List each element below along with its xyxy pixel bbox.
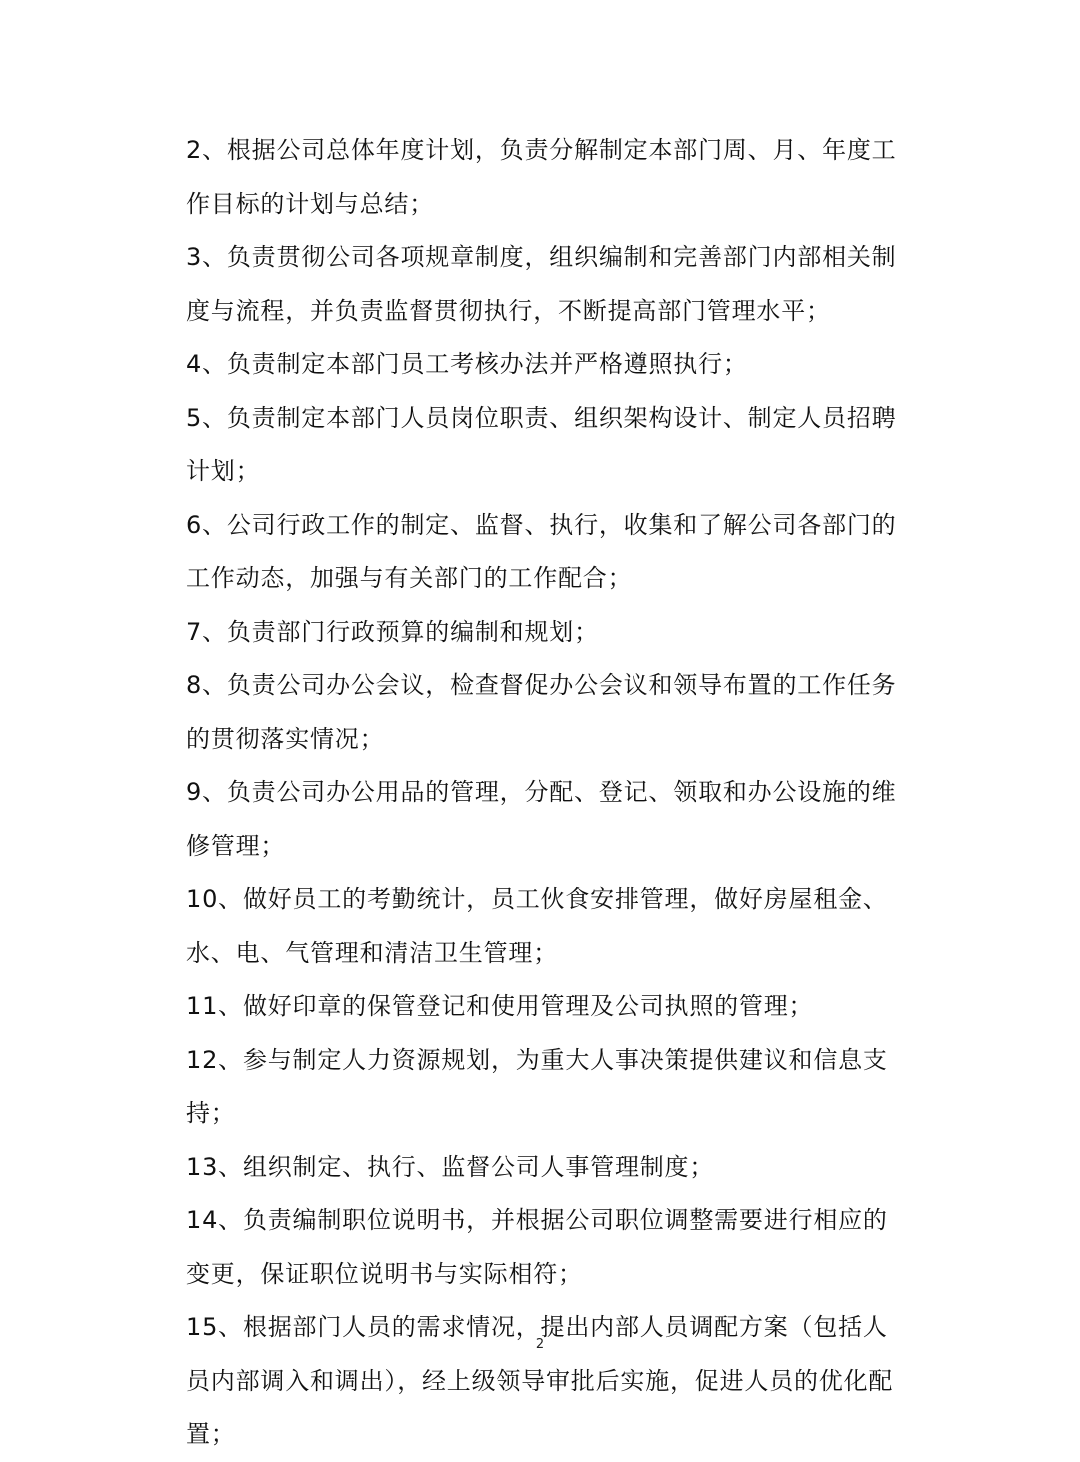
list-item: 15、根据部门人员的需求情况，提出内部人员调配方案（包括人员内部调入和调出），经上级领导审批后实施，促进人员的优化配置； <box>186 1313 894 1448</box>
duty-list <box>186 124 898 1462</box>
list-item: 8、负责公司办公会议，检查督促办公会议和领导布置的工作任务的贯彻落实情况； <box>186 671 897 753</box>
list-item: 9、负责公司办公用品的管理，分配、登记、领取和办公设施的维修管理； <box>186 778 897 860</box>
list-item: 4、负责制定本部门员工考核办法并严格遵照执行； <box>186 350 748 378</box>
list-item: 12、参与制定人力资源规划，为重大人事决策提供建议和信息支持； <box>186 1045 888 1127</box>
list-item: 10、做好员工的考勤统计，员工伙食安排管理，做好房屋租金、水、电、气管理和清洁卫生管理； <box>186 885 888 967</box>
list-item: 3、负责贯彻公司各项规章制度，组织编制和完善部门内部相关制度与流程，并负责监督贯彻执行，不断提高部门管理水平； <box>186 243 897 325</box>
list-item: 5、负责制定本部门人员岗位职责、组织架构设计、制定人员招聘计划； <box>186 403 897 485</box>
list-item: 14、负责编制职位说明书，并根据公司职位调整需要进行相应的变更，保证职位说明书与实际相符； <box>186 1206 888 1288</box>
list-item: 2、根据公司总体年度计划，负责分解制定本部门周、月、年度工作目标的计划与总结； <box>186 136 897 218</box>
list-item: 11、做好印章的保管登记和使用管理及公司执照的管理； <box>186 992 814 1020</box>
page-number: 2 <box>535 1337 545 1352</box>
list-item: 6、公司行政工作的制定、监督、执行，收集和了解公司各部门的工作动态，加强与有关部门的工作配合； <box>186 510 897 592</box>
list-item: 13、组织制定、执行、监督公司人事管理制度； <box>186 1152 715 1181</box>
list-item: 7、负责部门行政预算的编制和规划； <box>186 617 599 646</box>
